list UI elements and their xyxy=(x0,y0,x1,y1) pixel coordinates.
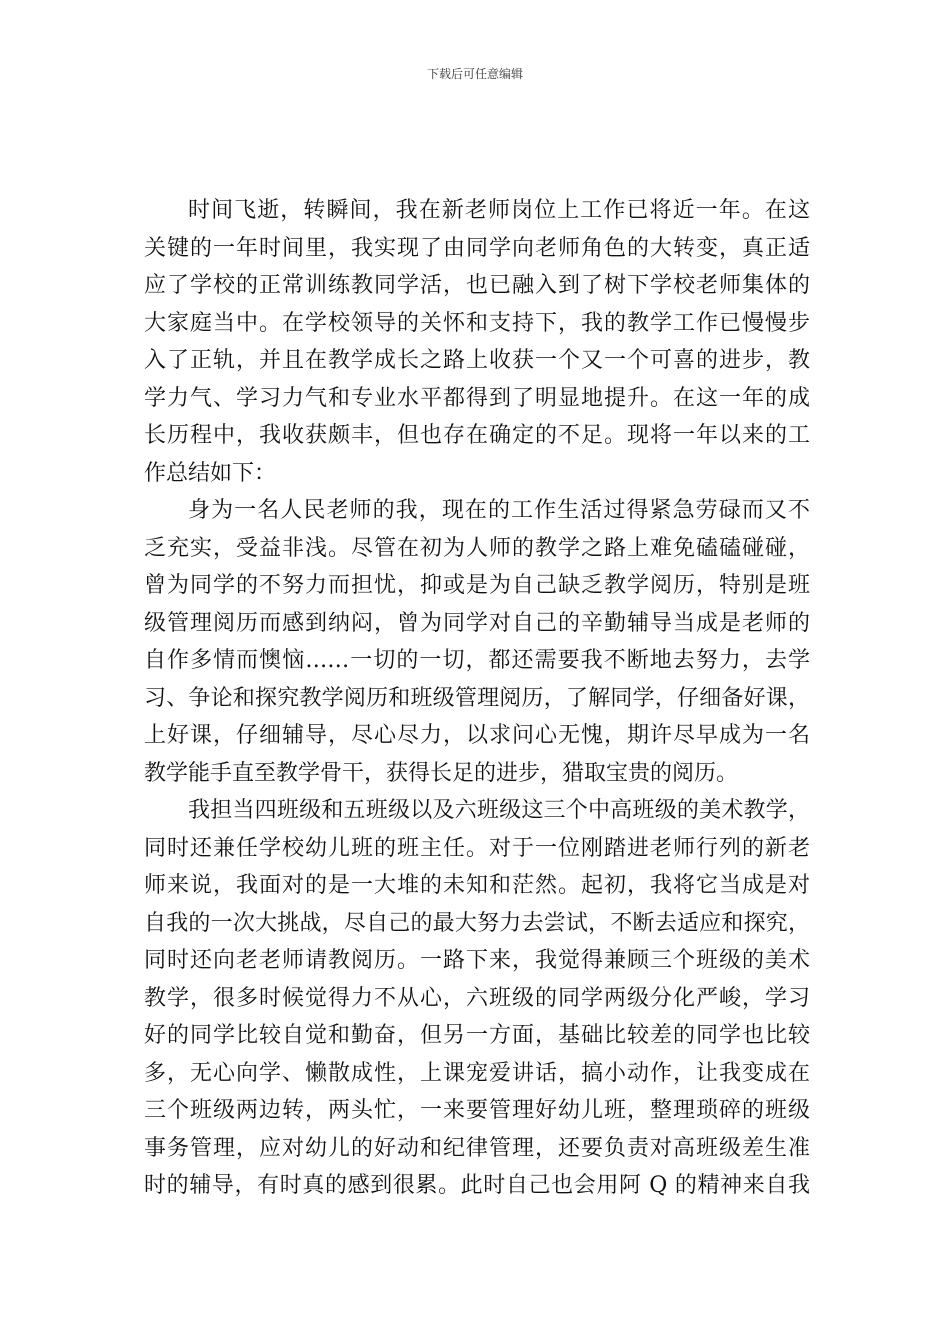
paragraph-line: 学力气、学习力气和专业水平都得到了明显地提升。在这一年的成 xyxy=(144,385,810,411)
paragraph-line: 关键的一年时间里，我实现了由同学向老师角色的大转变，真正适 xyxy=(144,235,810,261)
paragraph-line: 时的辅导，有时真的感到很累。此时自己也会用阿 Q 的精神来自我 xyxy=(144,1173,810,1198)
paragraph-line: 我担当四班级和五班级以及六班级这三个中高班级的美术教学， xyxy=(188,798,810,823)
paragraph-line: 上好课，仔细辅导，尽心尽力，以求问心无愧，期许尽早成为一名 xyxy=(144,723,810,748)
paragraph-line: 入了正轨，并且在教学成长之路上收获一个又一个可喜的进步，教 xyxy=(144,348,810,373)
paragraph-line: 同时还向老老师请教阅历。一路下来，我觉得兼顾三个班级的美术 xyxy=(144,948,810,973)
paragraph-line: 大家庭当中。在学校领导的关怀和支持下，我的教学工作已慢慢步 xyxy=(144,310,810,336)
paragraph-line: 自我的一次大挑战，尽自己的最大努力去尝试，不断去适应和探究， xyxy=(144,910,810,936)
paragraph-line: 自作多情而懊恼……一切的一切，都还需要我不断地去努力，去学 xyxy=(144,648,810,673)
paragraph-line: 好的同学比较自觉和勤奋，但另一方面，基础比较差的同学也比较 xyxy=(144,1023,810,1048)
paragraph-line: 身为一名人民老师的我，现在的工作生活过得紧急劳碌而又不 xyxy=(188,498,810,523)
paragraph-line: 多，无心向学、懒散成性，上课宠爱讲话，搞小动作，让我变成在 xyxy=(144,1060,810,1086)
paragraph-line: 习、争论和探究教学阅历和班级管理阅历，了解同学，仔细备好课， xyxy=(144,685,810,711)
paragraph-line: 同时还兼任学校幼儿班的班主任。对于一位刚踏进老师行列的新老 xyxy=(144,835,810,861)
paragraph-line: 教学能手直至教学骨干，获得长足的进步，猎取宝贵的阅历。 xyxy=(144,760,739,786)
paragraph-line: 师来说，我面对的是一大堆的未知和茫然。起初，我将它当成是对 xyxy=(144,873,810,898)
paragraph-line: 长历程中，我收获颇丰，但也存在确定的不足。现将一年以来的工 xyxy=(144,423,810,448)
paragraph-line: 三个班级两边转，两头忙，一来要管理好幼儿班，整理琐碎的班级 xyxy=(144,1098,810,1123)
paragraph-line: 作总结如下： xyxy=(144,460,277,486)
paragraph-line: 应了学校的正常训练教同学活，也已融入到了树下学校老师集体的 xyxy=(144,273,810,298)
paragraph-line: 曾为同学的不努力而担忧，抑或是为自己缺乏教学阅历，特别是班 xyxy=(144,573,810,598)
paragraph-line: 教学，很多时候觉得力不从心，六班级的同学两级分化严峻，学习 xyxy=(144,985,810,1011)
paragraph-line: 时间飞逝，转瞬间，我在新老师岗位上工作已将近一年。在这 xyxy=(188,198,810,223)
body-text xyxy=(144,192,810,1205)
paragraph-line: 级管理阅历而感到纳闷，曾为同学对自己的辛勤辅导当成是老师的 xyxy=(144,610,810,636)
paragraph-line: 事务管理，应对幼儿的好动和纪律管理，还要负责对高班级差生准 xyxy=(144,1135,810,1161)
page-header-note: 下载后可任意编辑 xyxy=(426,67,523,81)
paragraph-line: 乏充实，受益非浅。尽管在初为人师的教学之路上难免磕磕碰碰， xyxy=(144,535,810,561)
